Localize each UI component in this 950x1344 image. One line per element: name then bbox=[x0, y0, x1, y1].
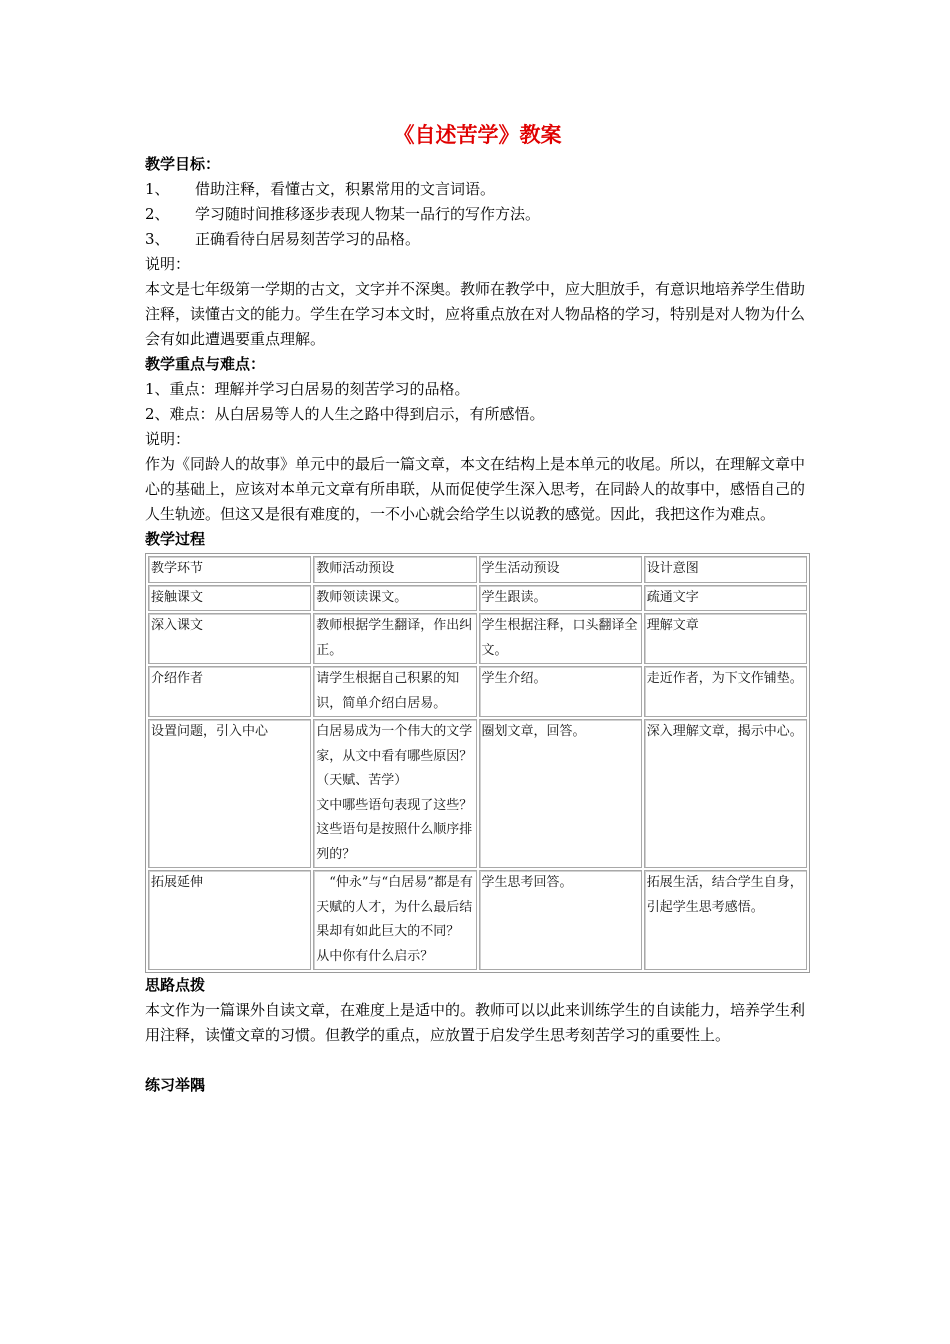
keypoint-item: 1、重点：理解并学习白居易的刻苦学习的品格。 bbox=[145, 380, 470, 398]
keypoint-item: 2、难点：从白居易等人的人生之路中得到启示，有所感悟。 bbox=[145, 405, 545, 423]
objective-number: 2、 bbox=[145, 205, 170, 223]
table-header-row bbox=[148, 556, 807, 583]
objective-text: 正确看待白居易刻苦学习的品格。 bbox=[195, 230, 421, 248]
table-cell: 疏通文字 bbox=[644, 585, 807, 612]
table-cell: 拓展生活，结合学生自身，引起学生思考感悟。 bbox=[644, 870, 807, 970]
table-row bbox=[148, 870, 807, 970]
table-cell: 接触课文 bbox=[148, 585, 311, 612]
table-header-cell: 教学环节 bbox=[148, 556, 311, 583]
objective-number: 1、 bbox=[145, 180, 170, 198]
table-cell: 教师根据学生翻译，作出纠正。 bbox=[313, 613, 476, 664]
table-cell: 介绍作者 bbox=[148, 666, 311, 717]
document-title: 《自述苦学》教案 bbox=[393, 123, 562, 147]
table-header-cell: 教师活动预设 bbox=[313, 556, 476, 583]
table-cell: 学生跟读。 bbox=[479, 585, 642, 612]
table-header-cell: 学生活动预设 bbox=[479, 556, 642, 583]
process-heading: 教学过程 bbox=[145, 530, 206, 548]
objectives-note: 本文是七年级第一学期的古文，文字并不深奥。教师在教学中，应大胆放手，有意识地培养学生借助注释，读懂古文的能力。学生在学习本文时，应将重点放在对人物品格的学习，特别是对人物为什么会有如此遭遇要重点理解。 bbox=[145, 280, 806, 348]
objective-number: 3、 bbox=[145, 230, 170, 248]
table-cell: “仲永”与“白居易”都是有天赋的人才，为什么最后结果却有如此巨大的不同？ 从中你有什么启示？ bbox=[313, 870, 476, 970]
keypoints-note: 作为《同龄人的故事》单元中的最后一篇文章，本文在结构上是本单元的收尾。所以，在理解文章中心的基础上，应该对本单元文章有所串联，从而促使学生深入思考，在同龄人的故事中，感悟自己的人生轨迹。但这又是很有难度的，一不小心就会给学生以说教的感觉。因此，我把这作为难点。 bbox=[145, 455, 806, 523]
table-row bbox=[148, 719, 807, 868]
table-row bbox=[148, 613, 807, 664]
table-cell: 深入课文 bbox=[148, 613, 311, 664]
document-page bbox=[145, 118, 810, 1098]
objective-text: 借助注释，看懂古文，积累常用的文言词语。 bbox=[195, 180, 496, 198]
table-cell: 白居易成为一个伟大的文学家，从文中看有哪些原因？（天赋、苦学） 文中哪些语句表现了这些？ 这些语句是按照什么顺序排列的？ bbox=[313, 719, 476, 868]
keypoints-note-label: 说明： bbox=[145, 430, 191, 448]
table-cell: 走近作者，为下文作铺垫。 bbox=[644, 666, 807, 717]
process-table bbox=[145, 553, 810, 973]
objective-text: 学习随时间推移逐步表现人物某一品行的写作方法。 bbox=[195, 205, 541, 223]
objective-item bbox=[145, 227, 810, 252]
objectives-note-label: 说明： bbox=[145, 255, 191, 273]
objectives-heading: 教学目标： bbox=[145, 155, 221, 173]
table-cell: 学生介绍。 bbox=[479, 666, 642, 717]
table-cell: 学生思考回答。 bbox=[479, 870, 642, 970]
guidance-text: 本文作为一篇课外自读文章，在难度上是适中的。教师可以以此来训练学生的自读能力，培养学生利用注释，读懂文章的习惯。但教学的重点，应放置于启发学生思考刻苦学习的重要性上。 bbox=[145, 1001, 806, 1044]
table-cell: 拓展延伸 bbox=[148, 870, 311, 970]
spacer bbox=[145, 1048, 810, 1073]
objective-item bbox=[145, 202, 810, 227]
table-cell: 请学生根据自己积累的知识，简单介绍白居易。 bbox=[313, 666, 476, 717]
table-header-cell: 设计意图 bbox=[644, 556, 807, 583]
table-cell: 教师领读课文。 bbox=[313, 585, 476, 612]
objective-item bbox=[145, 177, 810, 202]
guidance-heading: 思路点拨 bbox=[145, 976, 206, 994]
table-cell: 深入理解文章，揭示中心。 bbox=[644, 719, 807, 868]
table-cell: 理解文章 bbox=[644, 613, 807, 664]
table-cell: 设置问题，引入中心 bbox=[148, 719, 311, 868]
keypoints-heading: 教学重点与难点： bbox=[145, 355, 266, 373]
table-cell: 学生根据注释，口头翻译全文。 bbox=[479, 613, 642, 664]
table-row bbox=[148, 666, 807, 717]
table-cell: 圈划文章，回答。 bbox=[479, 719, 642, 868]
table-row bbox=[148, 585, 807, 612]
practice-heading: 练习举隅 bbox=[145, 1076, 206, 1094]
